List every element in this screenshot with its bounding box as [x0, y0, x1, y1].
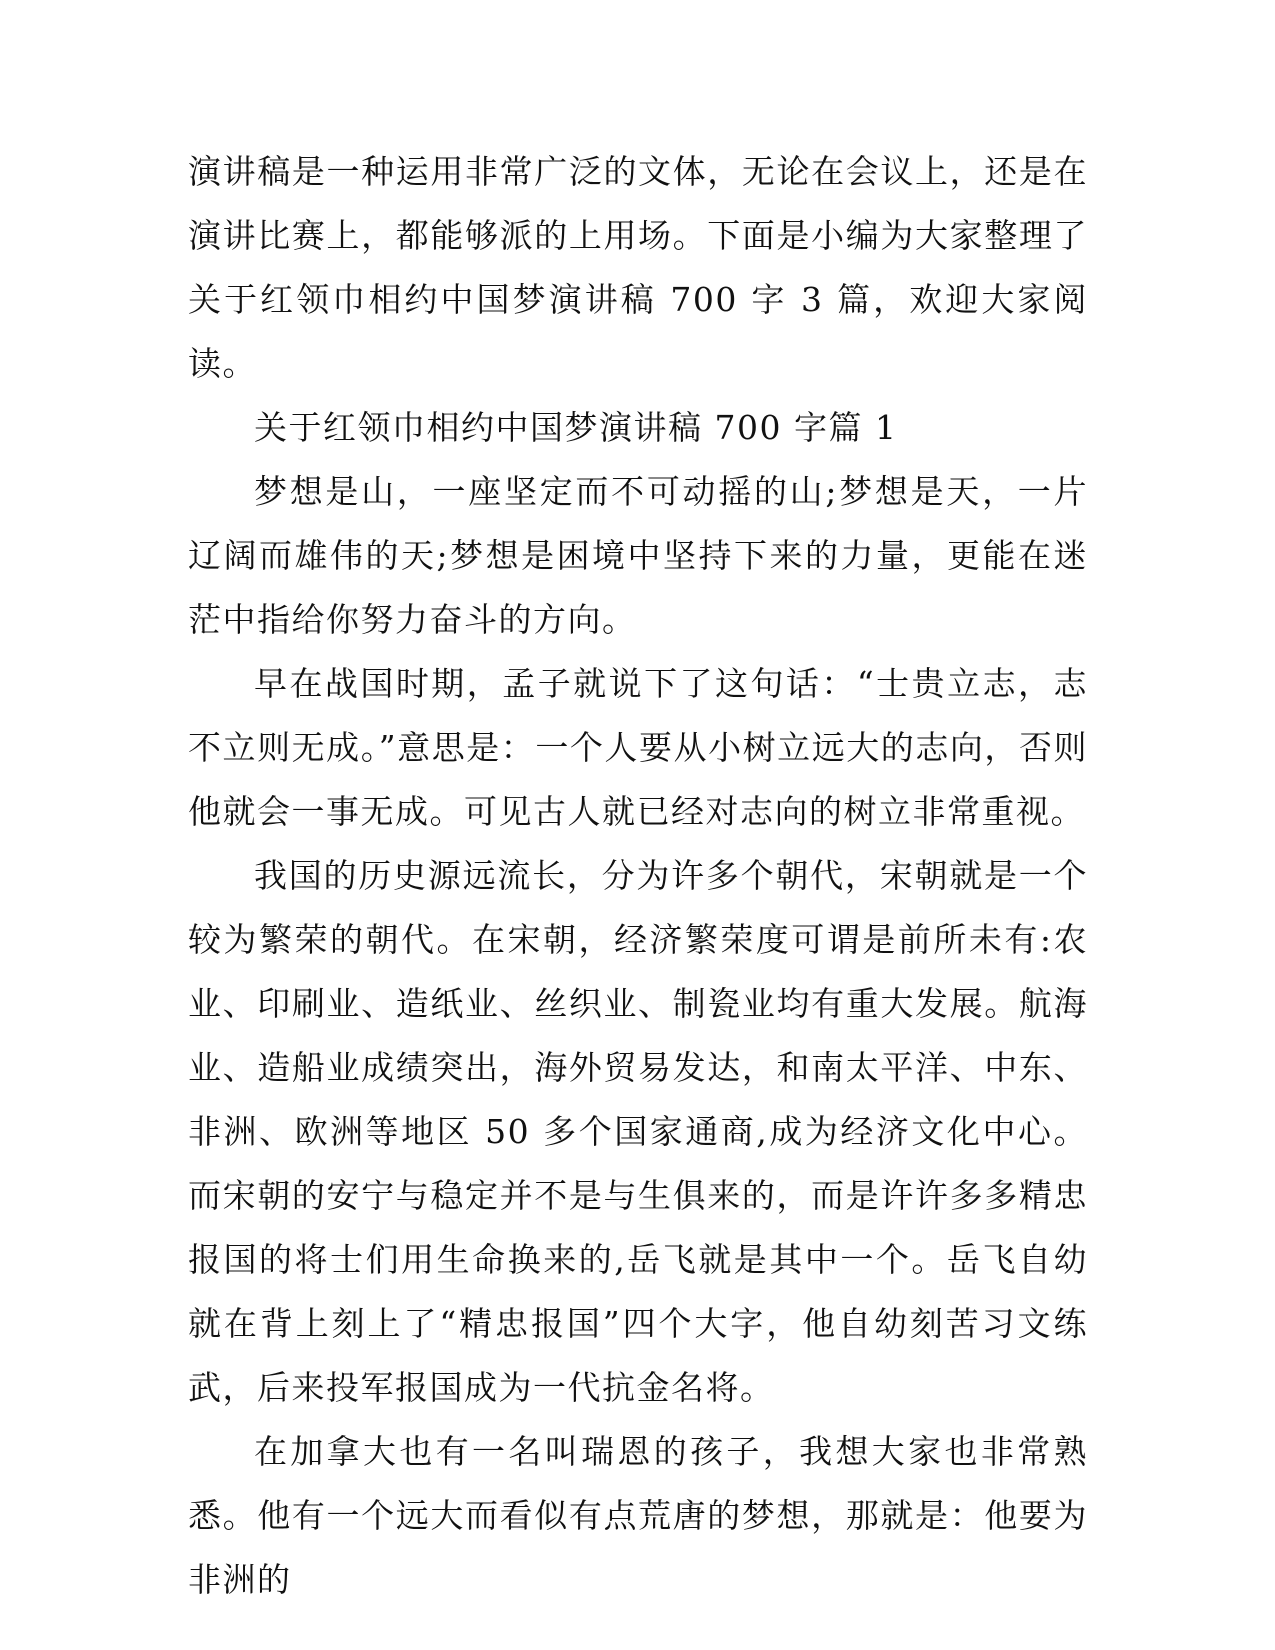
body-paragraph-ryan: 在加拿大也有一名叫瑞恩的孩子，我想大家也非常熟悉。他有一个远大而看似有点荒唐的梦想，那就是：他要为非洲的 — [188, 1432, 1088, 1599]
intro-paragraph: 演讲稿是一种运用非常广泛的文体，无论在会议上，还是在演讲比赛上，都能够派的上用场。下面是小编为大家整理了关于红领巾相约中国梦演讲稿 700 字 3 篇，欢迎大家阅读。 — [188, 152, 1088, 383]
body-paragraph-mencius: 早在战国时期，孟子就说下了这句话：“士贵立志，志不立则无成。”意思是：一个人要从小树立远大的志向，否则他就会一事无成。可见古人就已经对志向的树立非常重视。 — [188, 664, 1088, 831]
section-heading: 关于红领巾相约中国梦演讲稿 700 字篇 1 — [254, 408, 898, 447]
document-body — [188, 140, 1088, 1612]
body-paragraph-song-dynasty: 我国的历史源远流长，分为许多个朝代，宋朝就是一个较为繁荣的朝代。在宋朝，经济繁荣度可谓是前所未有:农业、印刷业、造纸业、丝织业、制瓷业均有重大发展。航海业、造船业成绩突出，海外贸易发达，和南太平洋、中东、非洲、欧洲等地区 50 多个国家通商,成为经济文化中心。而宋朝的安宁与稳定并不是与生俱来的，而是许许多多精忠报国的将士们用生命换来的,岳飞就是其中一个。岳飞自幼就在背上刻上了“精忠报国”四个大字，他自幼刻苦习文练武，后来投军报国成为一代抗金名将。 — [188, 856, 1088, 1407]
body-paragraph-dream: 梦想是山，一座坚定而不可动摇的山;梦想是天，一片辽阔而雄伟的天;梦想是困境中坚持下来的力量，更能在迷茫中指给你努力奋斗的方向。 — [188, 472, 1088, 639]
